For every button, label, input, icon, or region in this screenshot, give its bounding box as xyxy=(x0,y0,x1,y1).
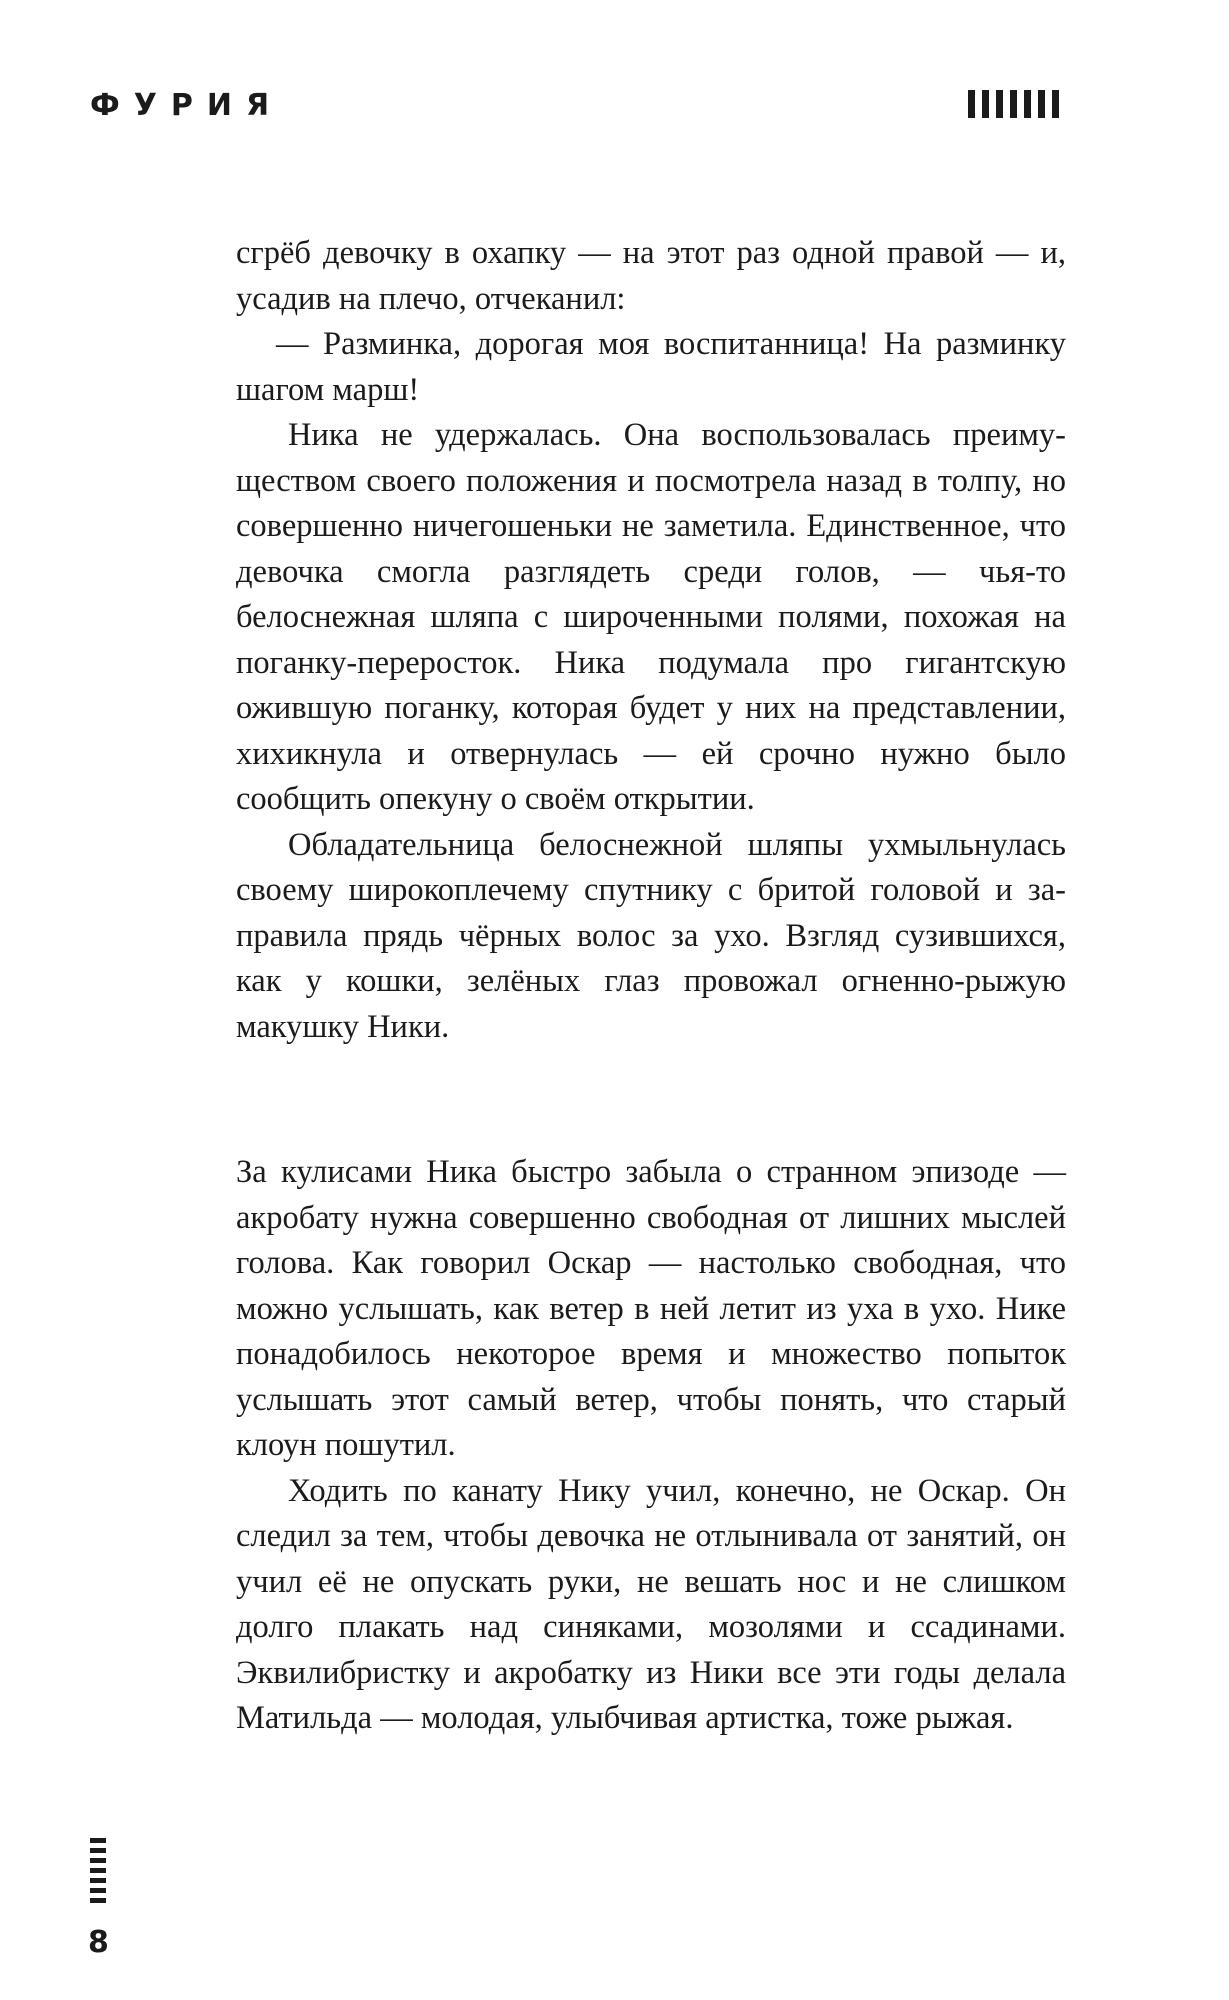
decorative-bar xyxy=(90,1858,106,1863)
decorative-bar xyxy=(1010,90,1017,118)
decorative-bar xyxy=(1024,90,1031,118)
decorative-bar xyxy=(996,90,1003,118)
decorative-bar xyxy=(1052,90,1059,118)
dialogue-paragraph: — Разминка, дорогая моя воспитанница! На разминку шагом марш! xyxy=(236,326,1066,408)
header-decorative-bars xyxy=(968,90,1059,118)
paragraph: За кулисами Ника быстро забыла о странном эпизоде — акробату нужна совершенно свободная от лишних мыслей голова. Как говорил Оскар — настолько свободная, что можно услышать, как ветер в ней летит из уха в ухо. Нике понадобилось некоторое время и множество попыток услышать этот самый ветер, чтобы понять, что старый клоун пошутил. xyxy=(236,1154,1066,1463)
paragraph: сгрёб девочку в охапку — на этот раз одной правой — и, усадив на плечо, отчеканил: xyxy=(236,235,1066,317)
decorative-bar xyxy=(968,90,975,118)
decorative-bar xyxy=(90,1878,106,1883)
decorative-bar xyxy=(90,1868,106,1873)
paragraph: Обладательница белоснежной шляпы ухмыльнулась своему широкоплечему спутнику с бритой головой и заправила прядь чёрных волос за ухо. Взгляд сузившихся, как у кошки, зелёных глаз провожал огненно-рыжую макушку Ники. xyxy=(236,826,1066,1045)
decorative-bar xyxy=(90,1898,106,1903)
decorative-bar xyxy=(90,1848,106,1853)
decorative-bar xyxy=(90,1838,106,1843)
decorative-bar xyxy=(90,1888,106,1893)
text-section-1 xyxy=(236,231,1066,1050)
paragraph: Ника не удержалась. Она воспользовалась преимуществом своего положения и посмотрела назад в толпу, но совершенно ничегошеньки не заметила. Единственное, что девочка смогла разглядеть среди голов, — чья-то белоснежная шляпа с широченными полями, похожая на поганку-переросток. Ника подумала про гигантскую ожившую поганку, которая будет у них на представлении, хихикнула и отвернулась — ей срочно нужно было сообщить опекуну о своём открытии. xyxy=(236,417,1066,817)
decorative-bar xyxy=(982,90,989,118)
decorative-bar xyxy=(1038,90,1045,118)
running-title: ФУРИЯ xyxy=(90,88,284,123)
folio-decorative-bars xyxy=(90,1838,106,1903)
paragraph: Ходить по канату Нику учил, конечно, не Оскар. Он следил за тем, чтобы девочка не отлынивала от занятий, он учил её не опускать руки, не вешать нос и не слишком долго плакать над синяками, мозолями и ссадинами. Эквилибристку и акробатку из Ники все эти годы делала Матильда — молодая, улыбчивая артистка, тоже рыжая. xyxy=(236,1472,1066,1736)
text-section-2 xyxy=(236,1150,1066,1742)
page-number: 8 xyxy=(88,1925,109,1960)
